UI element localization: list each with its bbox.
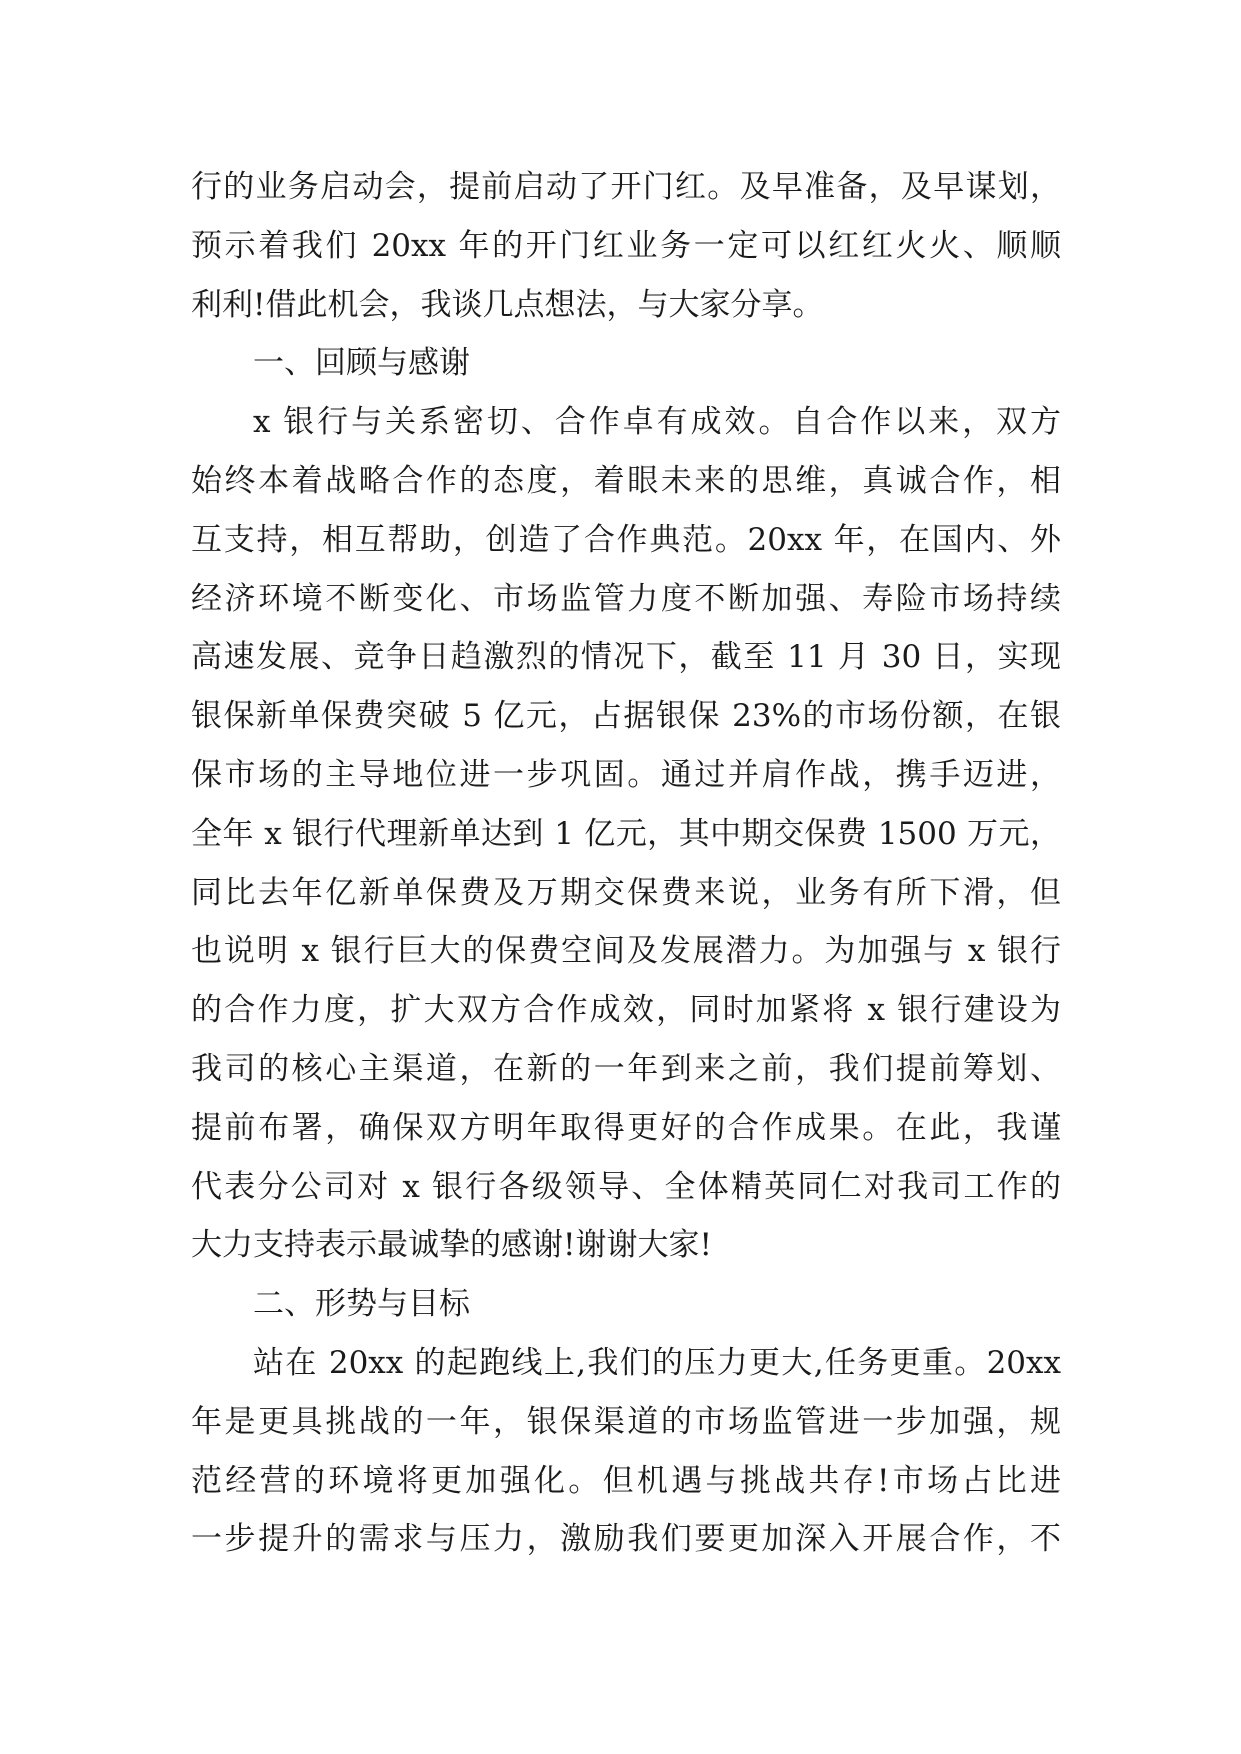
text-line: 提前布署，确保双方明年取得更好的合作成果。在此，我谨 <box>191 1109 1061 1146</box>
document-body <box>191 158 1061 1569</box>
text-line: 大力支持表示最诚挚的感谢!谢谢大家! <box>191 1227 712 1264</box>
text-line: 经济环境不断变化、市场监管力度不断加强、寿险市场持续 <box>191 580 1061 617</box>
section-heading: 二、形势与目标 <box>253 1286 470 1323</box>
text-line: 的合作力度，扩大双方合作成效，同时加紧将 x 银行建设为 <box>191 992 1061 1029</box>
paragraph-first-line: x 银行与关系密切、合作卓有成效。自合作以来，双方 <box>253 404 1061 441</box>
text-line: 全年 x 银行代理新单达到 1 亿元，其中期交保费 1500 万元， <box>191 815 1061 852</box>
text-line: 高速发展、竞争日趋激烈的情况下，截至 11 月 30 日，实现 <box>191 639 1061 676</box>
text-line: 保市场的主导地位进一步巩固。通过并肩作战，携手迈进， <box>191 756 1061 793</box>
text-line: 预示着我们 20xx 年的开门红业务一定可以红红火火、顺顺 <box>191 227 1061 264</box>
text-line: 互支持，相互帮助，创造了合作典范。20xx 年，在国内、外 <box>191 521 1061 558</box>
text-line: 年是更具挑战的一年，银保渠道的市场监管进一步加强，规 <box>191 1403 1061 1440</box>
text-line: 始终本着战略合作的态度，着眼未来的思维，真诚合作，相 <box>191 462 1061 499</box>
text-line: 同比去年亿新单保费及万期交保费来说，业务有所下滑，但 <box>191 874 1061 911</box>
text-line: 也说明 x 银行巨大的保费空间及发展潜力。为加强与 x 银行 <box>191 933 1061 970</box>
paragraph-first-line: 站在 20xx 的起跑线上,我们的压力更大,任务更重。20xx <box>253 1344 1061 1381</box>
text-line: 利利!借此机会，我谈几点想法，与大家分享。 <box>191 286 824 323</box>
section-heading: 一、回顾与感谢 <box>253 345 470 382</box>
text-line: 一步提升的需求与压力，激励我们要更加深入开展合作，不 <box>191 1521 1061 1558</box>
text-line: 我司的核心主渠道，在新的一年到来之前，我们提前筹划、 <box>191 1050 1061 1087</box>
text-line: 范经营的环境将更加强化。但机遇与挑战共存!市场占比进 <box>191 1462 1061 1499</box>
text-line: 代表分公司对 x 银行各级领导、全体精英同仁对我司工作的 <box>191 1168 1061 1205</box>
text-line: 银保新单保费突破 5 亿元，占据银保 23%的市场份额，在银 <box>191 698 1061 735</box>
text-line: 行的业务启动会，提前启动了开门红。及早准备，及早谋划， <box>191 169 1061 205</box>
